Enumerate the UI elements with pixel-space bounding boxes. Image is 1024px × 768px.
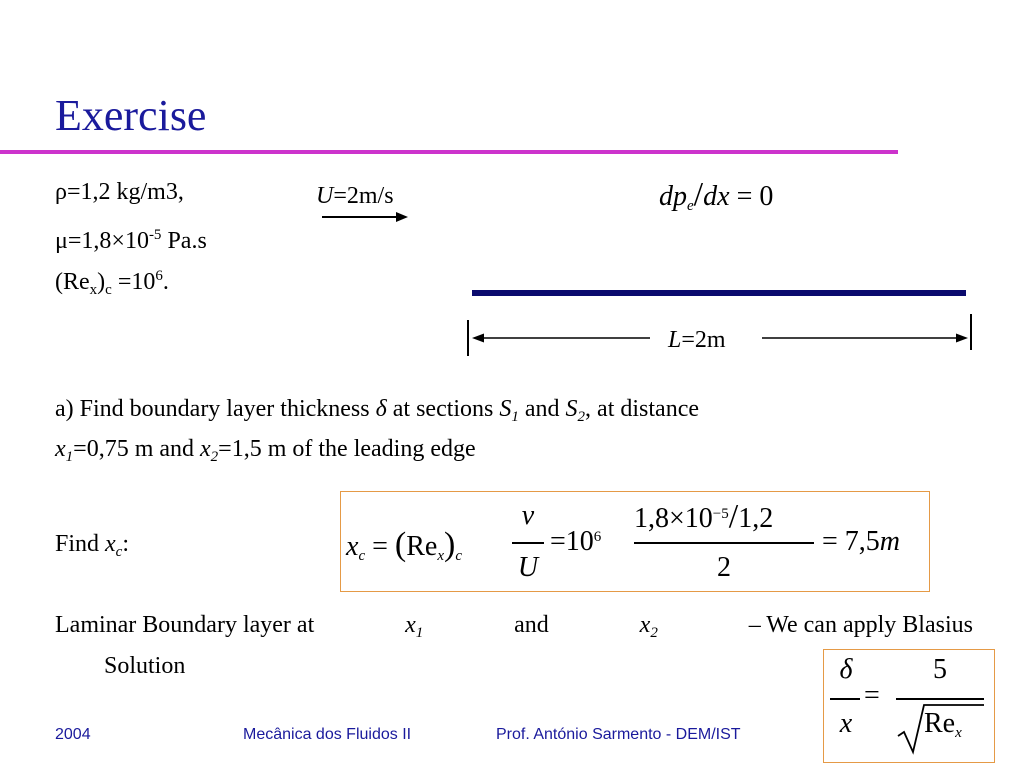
pressure-gradient-equation: $dp_e/dx = 0$ <box>659 176 774 214</box>
param-critical-reynolds: $(Re_x)_c =10^6$. <box>55 268 169 298</box>
laminar-line2: Solution <box>104 653 186 679</box>
title-underline <box>0 150 898 154</box>
xc-result: = 7,5m <box>822 526 901 557</box>
flat-plate <box>472 290 966 296</box>
nu-over-u-line <box>512 542 544 544</box>
slide-title: Exercise <box>55 91 207 140</box>
velocity-arrow <box>320 210 410 224</box>
laminar-line1: Laminar Boundary layer at $x_1$ and $x_2$ – We can apply Blasius <box>55 612 973 641</box>
length-label: L=2m <box>668 327 726 353</box>
nu-numerator: ν <box>521 500 535 531</box>
footer-year: 2004 <box>55 726 91 743</box>
blasius-numerator: 5 <box>933 654 947 685</box>
blasius-right-line <box>896 698 984 700</box>
blasius-delta: δ <box>839 654 853 685</box>
blasius-equals: = <box>864 680 880 711</box>
param-viscosity: $\mu=1,8\times 10^{-5}$ Pa.s <box>55 227 207 254</box>
footer-author: Prof. António Sarmento - DEM/IST <box>496 726 741 743</box>
fraction-numerator: $1,8\times 10^{-5}/1,2$ <box>634 498 774 535</box>
question-a-line2: $x_1=0,75$ m and $x_2=1,5$ m of the leading edge <box>55 436 476 465</box>
xc-formula-lhs: $x_c = (Re_x)_c$ <box>346 526 463 564</box>
velocity-label: U=2m/s <box>316 183 394 209</box>
param-density: ρ=1,2 kg/m3, <box>55 179 184 205</box>
fraction-line <box>634 542 814 544</box>
blasius-left-line <box>830 698 860 700</box>
dimension-left-tick <box>467 320 469 356</box>
blasius-reynolds: $Re_x$ <box>924 708 962 741</box>
fraction-denominator: 2 <box>717 552 731 583</box>
footer-course: Mecânica dos Fluidos II <box>243 726 412 743</box>
dimension-right-tick <box>970 314 972 350</box>
u-denominator: U <box>517 552 539 583</box>
blasius-x: x <box>839 708 853 739</box>
question-a-line1: a) Find boundary layer thickness δ at sections $S_1$ and $S_2$, at distance <box>55 396 699 425</box>
find-xc-label: Find $x_c$: <box>55 531 130 560</box>
power-of-ten: $=10^6$ <box>550 526 602 557</box>
